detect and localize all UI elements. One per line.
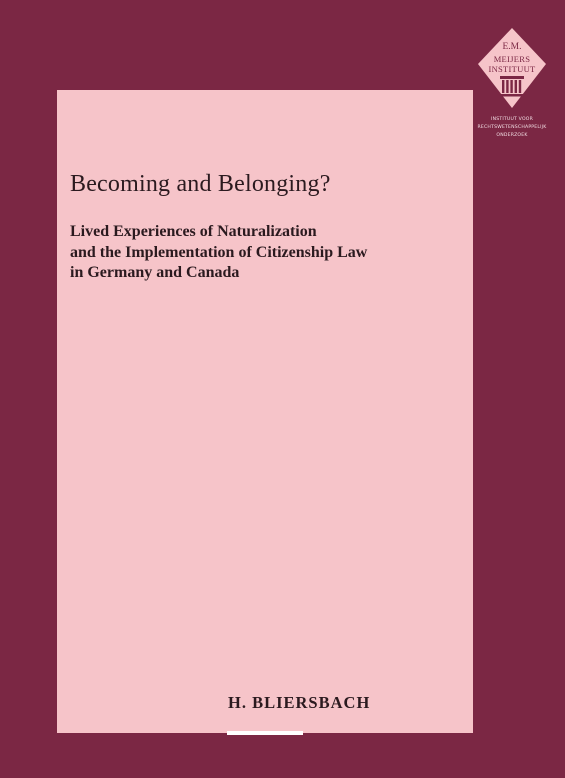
logo-subtext-line: ONDERZOEK (496, 133, 528, 138)
book-subtitle (70, 222, 367, 284)
subtitle-line: and the Implementation of Citizenship Law (70, 243, 368, 261)
subtitle-line: in Germany and Canada (70, 264, 240, 281)
logo-subtext (466, 116, 558, 140)
logo-subtext-line: RECHTSWETENSCHAPPELIJK (477, 125, 547, 130)
book-author: H. BLIERSBACH (228, 693, 371, 712)
logo-name-line: INSTITUUT (488, 64, 536, 74)
logo-name (474, 54, 550, 74)
logo-subtext-line: INSTITUUT VOOR (491, 117, 533, 122)
book-title: Becoming and Belonging? (70, 171, 331, 197)
logo-name-line: MEIJERS (493, 54, 531, 64)
subtitle-line: Lived Experiences of Naturalization (70, 223, 317, 240)
accent-bar (227, 731, 303, 735)
logo-initials: E.M. (502, 42, 522, 52)
meijers-institute-logo (474, 24, 550, 152)
